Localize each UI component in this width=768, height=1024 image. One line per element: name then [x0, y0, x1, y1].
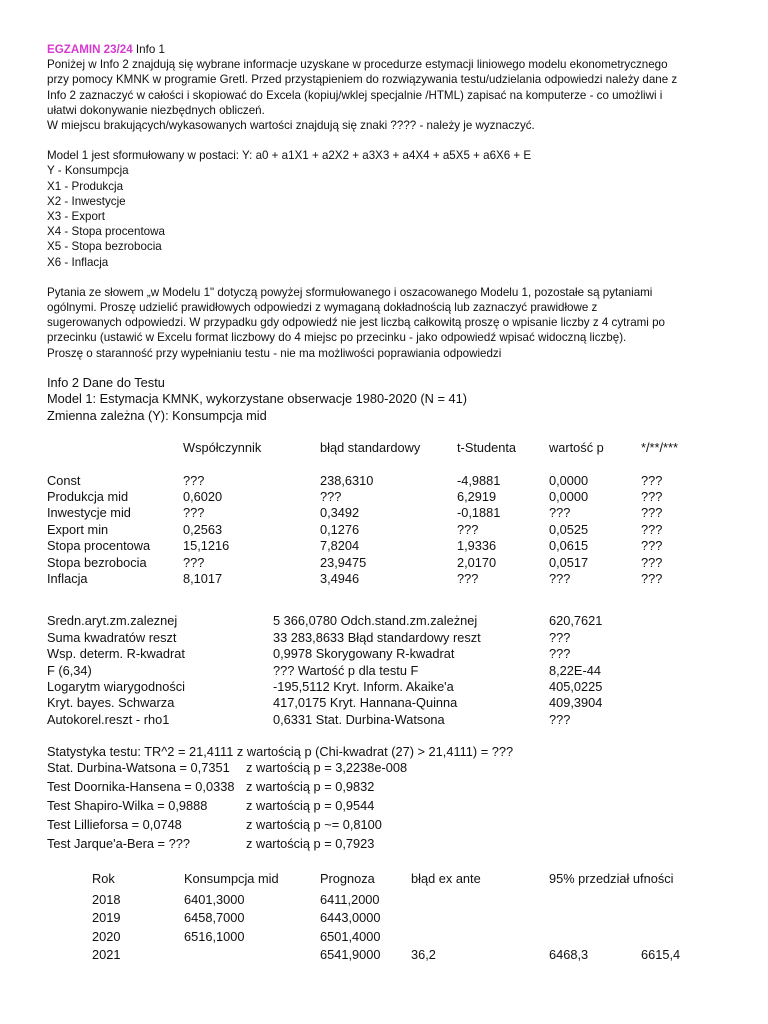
test-cell: z wartością p = 0,9544 — [246, 798, 375, 814]
coef-cell: 1,9336 — [457, 538, 497, 554]
coef-cell: 8,1017 — [183, 570, 223, 586]
test-cell: z wartością p ~= 0,8100 — [246, 817, 382, 833]
model-line: X5 - Stopa bezrobocia — [47, 240, 162, 254]
test-row — [47, 760, 747, 779]
stats-cell: 33 283,8633 Błąd standardowy reszt — [273, 629, 481, 645]
model-statistics — [47, 613, 747, 728]
forecast-table — [47, 892, 747, 966]
forecast-cell: 6458,7000 — [184, 910, 245, 926]
stats-cell: Kryt. bayes. Schwarza — [47, 695, 175, 711]
coefficient-table — [47, 473, 747, 588]
coef-cell: ??? — [183, 472, 205, 488]
coef-cell: Export min — [47, 521, 109, 537]
stats-cell: Logarytm wiarygodności — [47, 678, 185, 694]
intro-line: przy pomocy KMNK w programie Gretl. Przed przystąpieniem do rozwiązywania testu/udzielania odpowiedzi należy dane z — [47, 73, 678, 87]
stats-cell: 0,9978 Skorygowany R-kwadrat — [273, 646, 455, 662]
coef-cell: ??? — [641, 554, 663, 570]
coef-cell: 0,0525 — [549, 521, 589, 537]
coef-cell: ??? — [641, 570, 663, 586]
intro-line: Poniżej w Info 2 znajdują się wybrane informacje uzyskane w procedurze estymacji liniowego modelu ekonometrycznego — [47, 58, 668, 72]
model-line: X4 - Stopa procentowa — [47, 225, 165, 239]
coef-cell: 0,6020 — [183, 489, 223, 504]
forecast-cell: 2018 — [92, 891, 121, 907]
forecast-row — [47, 892, 747, 911]
forecast-cell: 6541,9000 — [320, 947, 381, 963]
stats-cell: ??? — [549, 711, 571, 727]
coef-header: t-Studenta — [457, 440, 517, 456]
coef-header-row — [47, 440, 747, 456]
question-line: Pytania ze słowem „w Modelu 1" dotyczą powyżej sformułowanego i oszacowanego Modelu 1, pozostałe są pytaniami — [47, 285, 653, 299]
coef-row — [47, 473, 747, 489]
forecast-cell: 2019 — [92, 910, 121, 926]
forecast-cell: 2021 — [92, 947, 121, 963]
coef-cell: 0,0615 — [549, 538, 589, 554]
coef-row — [47, 571, 747, 587]
test-cell: Test Doornika-Hansena = 0,0338 — [47, 779, 235, 795]
coef-cell: ??? — [183, 505, 205, 521]
info2-section — [47, 375, 747, 966]
coef-row — [47, 538, 747, 554]
forecast-cell: 36,2 — [411, 947, 436, 963]
stats-cell: 409,3904 — [549, 695, 603, 711]
coef-cell: Stopa procentowa — [47, 538, 151, 554]
test-cell: z wartością p = 0,9832 — [246, 779, 375, 795]
coef-cell: ??? — [641, 489, 663, 504]
stats-row — [47, 613, 747, 629]
info-label: Info 1 — [132, 43, 165, 56]
coef-cell: ??? — [457, 570, 479, 586]
coef-row — [47, 489, 747, 505]
stats-cell: F (6,34) — [47, 662, 92, 678]
coef-cell: ??? — [320, 489, 342, 504]
coef-cell: 0,0000 — [549, 489, 589, 504]
stats-row — [47, 695, 747, 711]
exam-heading — [47, 42, 737, 57]
test-cell: Stat. Durbina-Watsona = 0,7351 — [47, 760, 230, 776]
forecast-header-row — [47, 871, 747, 887]
coef-cell: -4,9881 — [457, 472, 501, 488]
stats-cell: 405,0225 — [549, 678, 603, 694]
stats-cell: -195,5112 Kryt. Inform. Akaike'a — [273, 678, 454, 694]
stats-cell: 417,0175 Kryt. Hannana-Quinna — [273, 695, 458, 711]
stats-cell: 620,7621 — [549, 613, 603, 629]
intro-line: Info 2 zaznaczyć w całości i skopiować do Excela (kopiuj/wklej specjalnie /HTML) zapisać na komputerze - co umożliwi i — [47, 88, 663, 102]
coef-cell: 0,0517 — [549, 554, 589, 570]
coef-cell: 0,1276 — [320, 521, 360, 537]
coef-row — [47, 505, 747, 521]
forecast-header: Prognoza — [320, 871, 375, 887]
diagnostic-tests — [47, 760, 747, 855]
model-line: Y - Konsumpcja — [47, 164, 129, 178]
stats-cell: Sredn.aryt.zm.zaleznej — [47, 613, 178, 629]
coef-cell: Const — [47, 472, 81, 488]
stats-cell: 8,22E-44 — [549, 662, 601, 678]
forecast-row — [47, 947, 747, 966]
test-row — [47, 798, 747, 817]
intro-line: W miejscu brakujących/wykasowanych wartości znajdują się znaki ???? - należy je wyznaczyć. — [47, 119, 535, 133]
forecast-header: Rok — [92, 871, 115, 887]
model-line: Model 1 jest sformułowany w postaci: Y: a0 + a1X1 + a2X2 + a3X3 + a4X4 + a5X5 + a6X6 + E — [47, 149, 532, 163]
intro-line: ułatwi dokonywanie niezbędnych obliczeń. — [47, 103, 265, 117]
coef-cell: 7,8204 — [320, 538, 360, 554]
coef-cell: 0,3492 — [320, 505, 360, 521]
forecast-cell: 6468,3 — [549, 947, 589, 963]
test-row — [47, 779, 747, 798]
info2-heading: Info 2 Dane do Testu — [47, 375, 165, 390]
coef-row — [47, 522, 747, 538]
question-line: przecinku (ustawić w Excelu format liczbowy do 4 miejsc po przecinku - jako odpowiedź wpisać widoczną liczbę). — [47, 331, 627, 345]
stats-row — [47, 712, 747, 728]
test-row — [47, 836, 747, 855]
stats-cell: Autokorel.reszt - rho1 — [47, 711, 170, 727]
question-line: ogólnymi. Proszę udzielić prawidłowych odpowiedzi z wymaganą dokładnością lub zaznaczyć prawidłowe z — [47, 301, 598, 315]
coef-cell: 6,2919 — [457, 489, 497, 504]
test-cell: z wartością p = 3,2238e-008 — [246, 760, 408, 776]
dependent-variable-line: Zmienna zależna (Y): Konsumpcja mid — [47, 407, 267, 423]
coef-header: */**/*** — [641, 440, 678, 456]
coef-cell: 23,9475 — [320, 554, 367, 570]
coef-cell: ??? — [549, 505, 571, 521]
coef-cell: Stopa bezrobocia — [47, 554, 147, 570]
test-cell: z wartością p = 0,7923 — [246, 836, 375, 852]
coef-cell: ??? — [183, 554, 205, 570]
stats-cell: ??? — [549, 646, 571, 662]
forecast-row — [47, 929, 747, 948]
forecast-cell: 2020 — [92, 928, 121, 944]
stats-cell: ??? — [549, 629, 571, 645]
coef-header: błąd standardowy — [320, 440, 421, 456]
stats-cell: 0,6331 Stat. Durbina-Watsona — [273, 711, 445, 727]
coef-cell: 0,0000 — [549, 472, 589, 488]
stats-cell: Wsp. determ. R-kwadrat — [47, 646, 185, 662]
test-cell: Test Lillieforsa = 0,0748 — [47, 817, 182, 833]
stats-row — [47, 679, 747, 695]
test-cell: Test Jarque'a-Bera = ??? — [47, 836, 190, 852]
stats-row — [47, 630, 747, 646]
white-test-line — [47, 744, 747, 760]
coef-row — [47, 555, 747, 571]
coef-cell: ??? — [549, 570, 571, 586]
model-estimation-line: Model 1: Estymacja KMNK, wykorzystane obserwacje 1980-2020 (N = 41) — [47, 391, 467, 407]
forecast-header: 95% przedział ufności — [549, 871, 674, 887]
coef-cell: 15,1216 — [183, 538, 230, 554]
forecast-cell: 6501,4000 — [320, 928, 381, 944]
stats-cell: Suma kwadratów reszt — [47, 629, 177, 645]
stats-cell: ??? Wartość p dla testu F — [273, 662, 419, 678]
forecast-header: błąd ex ante — [411, 871, 481, 887]
instructions-section — [47, 42, 737, 361]
coef-cell: 3,4946 — [320, 570, 360, 586]
model-line: X2 - Inwestycje — [47, 194, 126, 208]
stats-row — [47, 646, 747, 662]
coef-cell: ??? — [641, 538, 663, 554]
test-row — [47, 817, 747, 836]
coef-cell: -0,1881 — [457, 505, 501, 521]
coef-cell: ??? — [641, 505, 663, 521]
forecast-header: Konsumpcja mid — [184, 871, 279, 887]
stats-cell: 5 366,0780 Odch.stand.zm.zależnej — [273, 613, 478, 629]
coef-cell: ??? — [457, 521, 479, 537]
forecast-cell: 6401,3000 — [184, 891, 245, 907]
forecast-cell: 6411,2000 — [320, 891, 380, 907]
coef-cell: 2,0170 — [457, 554, 497, 570]
coef-cell: ??? — [641, 521, 663, 537]
coef-header: wartość p — [549, 440, 604, 456]
question-line: Proszę o staranność przy wypełnianiu testu - nie ma możliwości poprawiania odpowiedzi — [47, 346, 502, 360]
forecast-row — [47, 910, 747, 929]
coef-cell: ??? — [641, 472, 663, 488]
coef-header: Współczynnik — [183, 440, 262, 456]
test-cell: Test Shapiro-Wilka = 0,9888 — [47, 798, 208, 814]
forecast-cell: 6443,0000 — [320, 910, 381, 926]
coef-cell: Produkcja mid — [47, 489, 129, 504]
model-line: X3 - Export — [47, 210, 105, 224]
forecast-cell: 6516,1000 — [184, 928, 245, 944]
exam-title: EGZAMIN 23/24 — [47, 43, 133, 56]
coef-cell: Inwestycje mid — [47, 505, 131, 521]
coef-cell: 238,6310 — [320, 472, 374, 488]
coef-cell: 0,2563 — [183, 521, 223, 537]
forecast-cell: 6615,4 — [641, 947, 681, 963]
test-text: Statystyka testu: TR^2 = 21,4111 z wartością p (Chi-kwadrat (27) > 21,4111) = ??? — [47, 744, 514, 760]
stats-row — [47, 663, 747, 679]
model-line: X1 - Produkcja — [47, 179, 124, 193]
coef-cell: Inflacja — [47, 570, 88, 586]
question-line: sugerowanych odpowiedzi. W przypadku gdy odpowiedź nie jest liczbą całkowitą proszę o wpisanie liczby z 4 cytrami po — [47, 316, 665, 330]
model-line: X6 - Inflacja — [47, 255, 109, 269]
